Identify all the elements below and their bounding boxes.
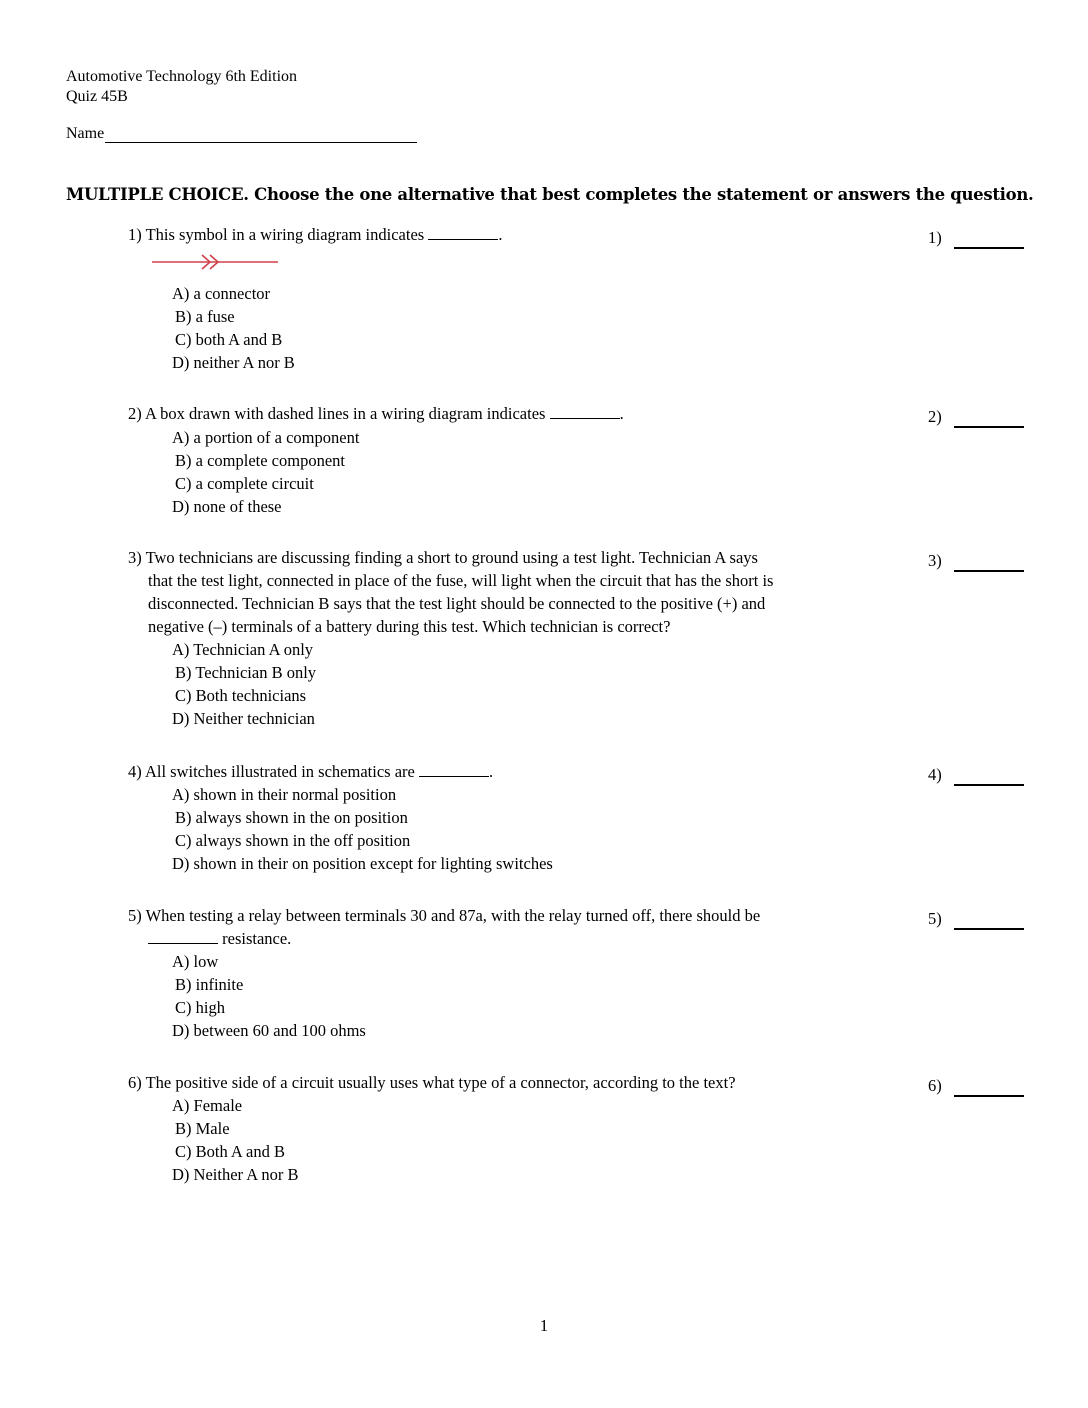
options-list xyxy=(172,1094,298,1186)
quiz-label: Quiz 45B xyxy=(66,88,128,105)
option-b[interactable]: B) a fuse xyxy=(175,307,235,326)
option-a[interactable]: A) shown in their normal position xyxy=(172,785,397,804)
answer-field: 1) xyxy=(928,226,1024,249)
answer-field: 2) xyxy=(928,405,1024,428)
question-stem: 3) Two technicians are discussing finding a short to ground using a test light. Technician A says that the test light, connected in place of the fuse, will light when the circuit that has the short is disconnected. Technician B says that the test light should be connected to the positive (+) and negative (–) terminals of a battery during this test. Which technician is correct? xyxy=(128,548,774,636)
name-field-row xyxy=(66,124,417,143)
connector-symbol-icon xyxy=(150,252,280,278)
answer-field: 3) xyxy=(928,549,1024,572)
question-stem: 5) When testing a relay between terminals 30 and 87a, with the relay turned off, there should be resistance. xyxy=(128,906,761,948)
option-b[interactable]: B) always shown in the on position xyxy=(175,808,408,827)
answer-blank[interactable] xyxy=(954,233,1024,249)
answer-blank[interactable] xyxy=(954,770,1024,786)
option-a[interactable]: A) low xyxy=(172,952,219,971)
page-number: 1 xyxy=(539,1316,549,1335)
question-stem: 1) This symbol in a wiring diagram indicates . xyxy=(128,225,503,244)
option-a[interactable]: A) Technician A only xyxy=(172,640,314,659)
question-stem: 6) The positive side of a circuit usually uses what type of a connector, according to the text? xyxy=(128,1073,736,1092)
answer-blank[interactable] xyxy=(954,556,1024,572)
question-stem: 4) All switches illustrated in schematics are . xyxy=(128,762,494,781)
options-list xyxy=(172,282,295,374)
answer-field: 5) xyxy=(928,907,1024,930)
option-b[interactable]: B) Technician B only xyxy=(175,663,317,682)
name-input-line[interactable] xyxy=(105,124,417,143)
answer-blank[interactable] xyxy=(954,412,1024,428)
answer-blank[interactable] xyxy=(954,914,1024,930)
options-list xyxy=(172,783,553,875)
inline-blank xyxy=(428,225,498,240)
option-c[interactable]: C) high xyxy=(175,998,225,1017)
inline-blank xyxy=(550,404,620,419)
answer-field: 6) xyxy=(928,1074,1024,1097)
option-d[interactable]: D) Neither technician xyxy=(172,709,315,728)
option-d[interactable]: D) none of these xyxy=(172,497,282,516)
inline-blank xyxy=(419,762,489,777)
options-list xyxy=(172,638,316,730)
option-d[interactable]: D) shown in their on position except for lighting switches xyxy=(172,854,553,873)
option-c[interactable]: C) both A and B xyxy=(175,330,283,349)
options-list xyxy=(172,426,359,518)
option-d[interactable]: D) between 60 and 100 ohms xyxy=(172,1021,366,1040)
option-c[interactable]: C) Both technicians xyxy=(175,686,307,705)
instructions: MULTIPLE CHOICE. Choose the one alternative that best completes the statement or answers the question. xyxy=(66,185,1034,204)
option-b[interactable]: B) infinite xyxy=(175,975,244,994)
option-d[interactable]: D) Neither A nor B xyxy=(172,1165,299,1184)
option-d[interactable]: D) neither A nor B xyxy=(172,353,295,372)
option-a[interactable]: A) Female xyxy=(172,1096,243,1115)
inline-blank xyxy=(148,929,218,944)
option-a[interactable]: A) a connector xyxy=(172,284,271,303)
option-b[interactable]: B) a complete component xyxy=(175,451,345,470)
question-stem: 2) A box drawn with dashed lines in a wiring diagram indicates . xyxy=(128,404,624,423)
name-label: Name xyxy=(66,125,105,142)
option-b[interactable]: B) Male xyxy=(175,1119,230,1138)
answer-field: 4) xyxy=(928,763,1024,786)
option-a[interactable]: A) a portion of a component xyxy=(172,428,360,447)
document-title: Automotive Technology 6th Edition xyxy=(66,68,298,85)
answer-blank[interactable] xyxy=(954,1081,1024,1097)
option-c[interactable]: C) Both A and B xyxy=(175,1142,286,1161)
options-list xyxy=(172,950,366,1042)
option-c[interactable]: C) a complete circuit xyxy=(175,474,314,493)
option-c[interactable]: C) always shown in the off position xyxy=(175,831,411,850)
